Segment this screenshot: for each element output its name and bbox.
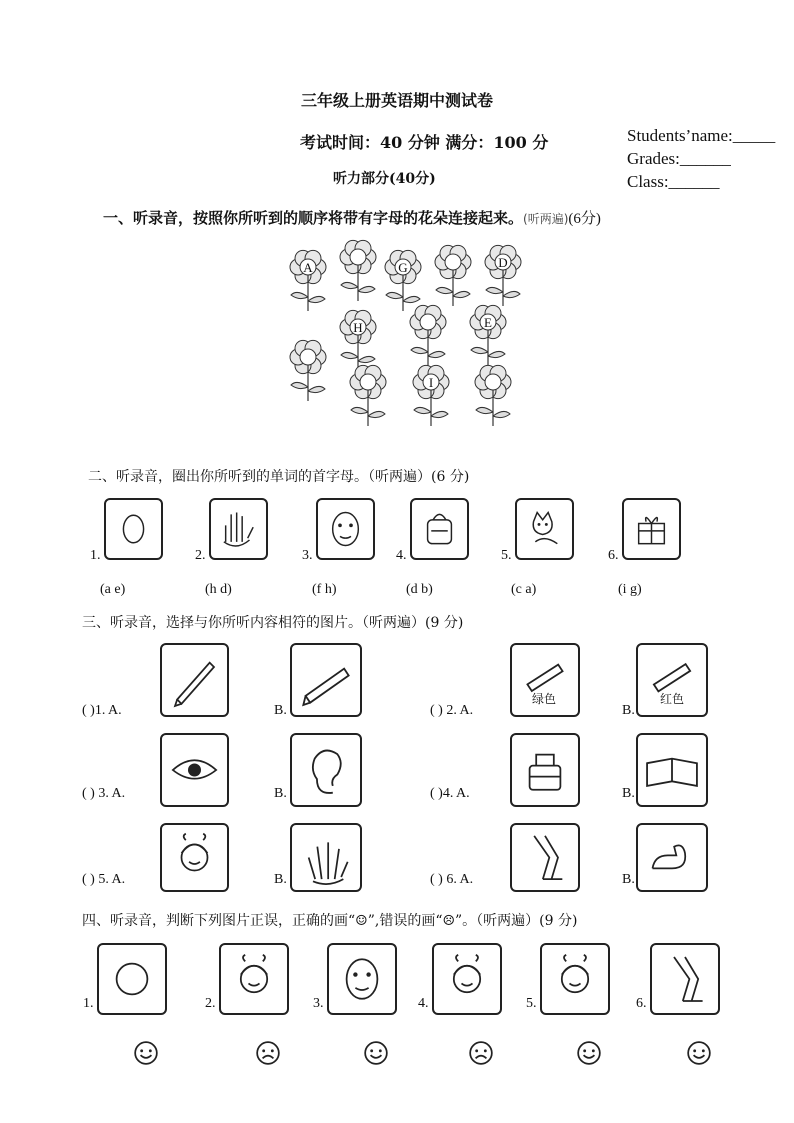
- book-picture[interactable]: [636, 733, 708, 807]
- girl-icon: [542, 945, 608, 1013]
- ear-icon: [292, 735, 360, 805]
- letter-options[interactable]: (h d): [205, 582, 232, 597]
- listening-part-label: 听力部分(40分): [333, 171, 436, 187]
- green-caption: 绿色: [532, 692, 557, 706]
- section1-instruction: [103, 207, 601, 228]
- exam-info: 考试时间：40 分钟 满分：100 分: [300, 133, 549, 152]
- option-b-label: B.: [622, 786, 635, 801]
- ear-picture[interactable]: [290, 733, 362, 807]
- flower-10[interactable]: [345, 360, 391, 430]
- hand-icon: [211, 500, 266, 558]
- answer-bracket-right: ( )4. A.: [430, 786, 470, 801]
- smile-face-icon[interactable]: [686, 1040, 712, 1066]
- gift-icon: [624, 500, 679, 558]
- sad-face-icon[interactable]: [255, 1040, 281, 1066]
- flower-area: [280, 245, 540, 435]
- option-b-label: B.: [622, 872, 635, 887]
- pen-icon: [162, 645, 227, 715]
- arm-icon: [638, 825, 706, 890]
- red-caption: 红色: [660, 692, 685, 706]
- letter-options[interactable]: (c a): [511, 582, 537, 597]
- hand2-picture[interactable]: [290, 823, 362, 892]
- section3-instruction: 三、听录音，选择与你所听内容相符的图片。（听两遍）(9 分): [82, 615, 464, 631]
- item-number: 5.: [501, 548, 512, 563]
- section1-text: 一、听录音，按照你所听到的顺序将带有字母的花朵连接起来。: [103, 209, 524, 227]
- smile-face-icon[interactable]: [133, 1040, 159, 1066]
- flower-letter: E: [484, 315, 492, 330]
- pen-picture[interactable]: [160, 643, 229, 717]
- girl-icon: [434, 945, 500, 1013]
- face-picture[interactable]: [316, 498, 375, 560]
- egg-picture[interactable]: [104, 498, 163, 560]
- girl-picture[interactable]: [540, 943, 610, 1015]
- letter-options[interactable]: (d b): [406, 582, 433, 597]
- grades-field[interactable]: Grades:______: [627, 149, 731, 168]
- pencil-picture[interactable]: [290, 643, 362, 717]
- smile-face-icon[interactable]: [363, 1040, 389, 1066]
- flower-letter: A: [303, 260, 313, 275]
- gift-picture[interactable]: [622, 498, 681, 560]
- boy-picture[interactable]: [97, 943, 167, 1015]
- girl-picture[interactable]: [432, 943, 502, 1015]
- flower-9[interactable]: [285, 335, 331, 405]
- letter-options[interactable]: (a e): [100, 582, 126, 597]
- flower-letter: H: [353, 320, 363, 335]
- item-number: 2.: [205, 996, 216, 1011]
- item-number: 5.: [526, 996, 537, 1011]
- girl-picture[interactable]: [219, 943, 289, 1015]
- leg-picture[interactable]: [650, 943, 720, 1015]
- cat-picture[interactable]: [515, 498, 574, 560]
- flower-12[interactable]: [470, 360, 516, 430]
- leg-icon: [512, 825, 578, 890]
- girl-icon: [162, 825, 227, 890]
- face-icon: [329, 945, 395, 1013]
- item-number: 1.: [83, 996, 94, 1011]
- egg-icon: [106, 500, 161, 558]
- option-b-label: B.: [274, 786, 287, 801]
- eye-icon: [162, 735, 227, 805]
- letter-options[interactable]: (i g): [618, 582, 642, 597]
- answer-bracket-left: ( ) 3. A.: [82, 786, 126, 801]
- pencil-icon: [292, 645, 360, 715]
- student-name-field[interactable]: Students’name:_____: [627, 126, 776, 145]
- hand-picture[interactable]: [209, 498, 268, 560]
- item-number: 3.: [313, 996, 324, 1011]
- item-number: 1.: [90, 548, 101, 563]
- item-number: 6.: [636, 996, 647, 1011]
- leg-icon: [652, 945, 718, 1013]
- face-icon: [318, 500, 373, 558]
- item-number: 2.: [195, 548, 206, 563]
- answer-bracket-right: ( ) 2. A.: [430, 703, 474, 718]
- leg-picture[interactable]: [510, 823, 580, 892]
- hand2-icon: [292, 825, 360, 890]
- flower-11[interactable]: [408, 360, 454, 430]
- girl-picture[interactable]: [160, 823, 229, 892]
- flower-letter: I: [428, 375, 434, 390]
- item-number: 3.: [302, 548, 313, 563]
- boy-icon: [99, 945, 165, 1013]
- item-number: 6.: [608, 548, 619, 563]
- bag2-icon: [512, 735, 578, 805]
- section1-score: (6分): [568, 211, 601, 227]
- option-b-label: B.: [274, 872, 287, 887]
- class-field[interactable]: Class:______: [627, 172, 720, 191]
- answer-bracket-left: ( )1. A.: [82, 703, 122, 718]
- book-icon: [638, 735, 706, 805]
- flower-letter: D: [498, 255, 508, 270]
- bag-icon: [412, 500, 467, 558]
- answer-bracket-right: ( ) 6. A.: [430, 872, 474, 887]
- eye-picture[interactable]: [160, 733, 229, 807]
- girl-icon: [221, 945, 287, 1013]
- section2-instruction: 二、听录音，圈出你所听到的单词的首字母。（听两遍）(6 分): [88, 469, 470, 485]
- section4-instruction: 四、听录音，判断下列图片正误，正确的画“☺”,错误的画“☹”。（听两遍）(9 分): [82, 913, 578, 929]
- option-b-label: B.: [274, 703, 287, 718]
- item-number: 4.: [418, 996, 429, 1011]
- cat-icon: [517, 500, 572, 558]
- letter-options[interactable]: (f h): [312, 582, 337, 597]
- face-picture[interactable]: [327, 943, 397, 1015]
- flower-letter: G: [398, 260, 408, 275]
- option-b-label: B.: [622, 703, 635, 718]
- bag2-picture[interactable]: [510, 733, 580, 807]
- arm-picture[interactable]: [636, 823, 708, 892]
- flower-2[interactable]: [335, 235, 381, 305]
- answer-bracket-left: ( ) 5. A.: [82, 872, 126, 887]
- smile-face-icon[interactable]: [576, 1040, 602, 1066]
- flower-1[interactable]: [285, 245, 331, 315]
- item-number: 4.: [396, 548, 407, 563]
- bag-picture[interactable]: [410, 498, 469, 560]
- page-title: 三年级上册英语期中测试卷: [300, 91, 493, 110]
- section1-note: (听两遍): [523, 212, 569, 226]
- sad-face-icon[interactable]: [468, 1040, 494, 1066]
